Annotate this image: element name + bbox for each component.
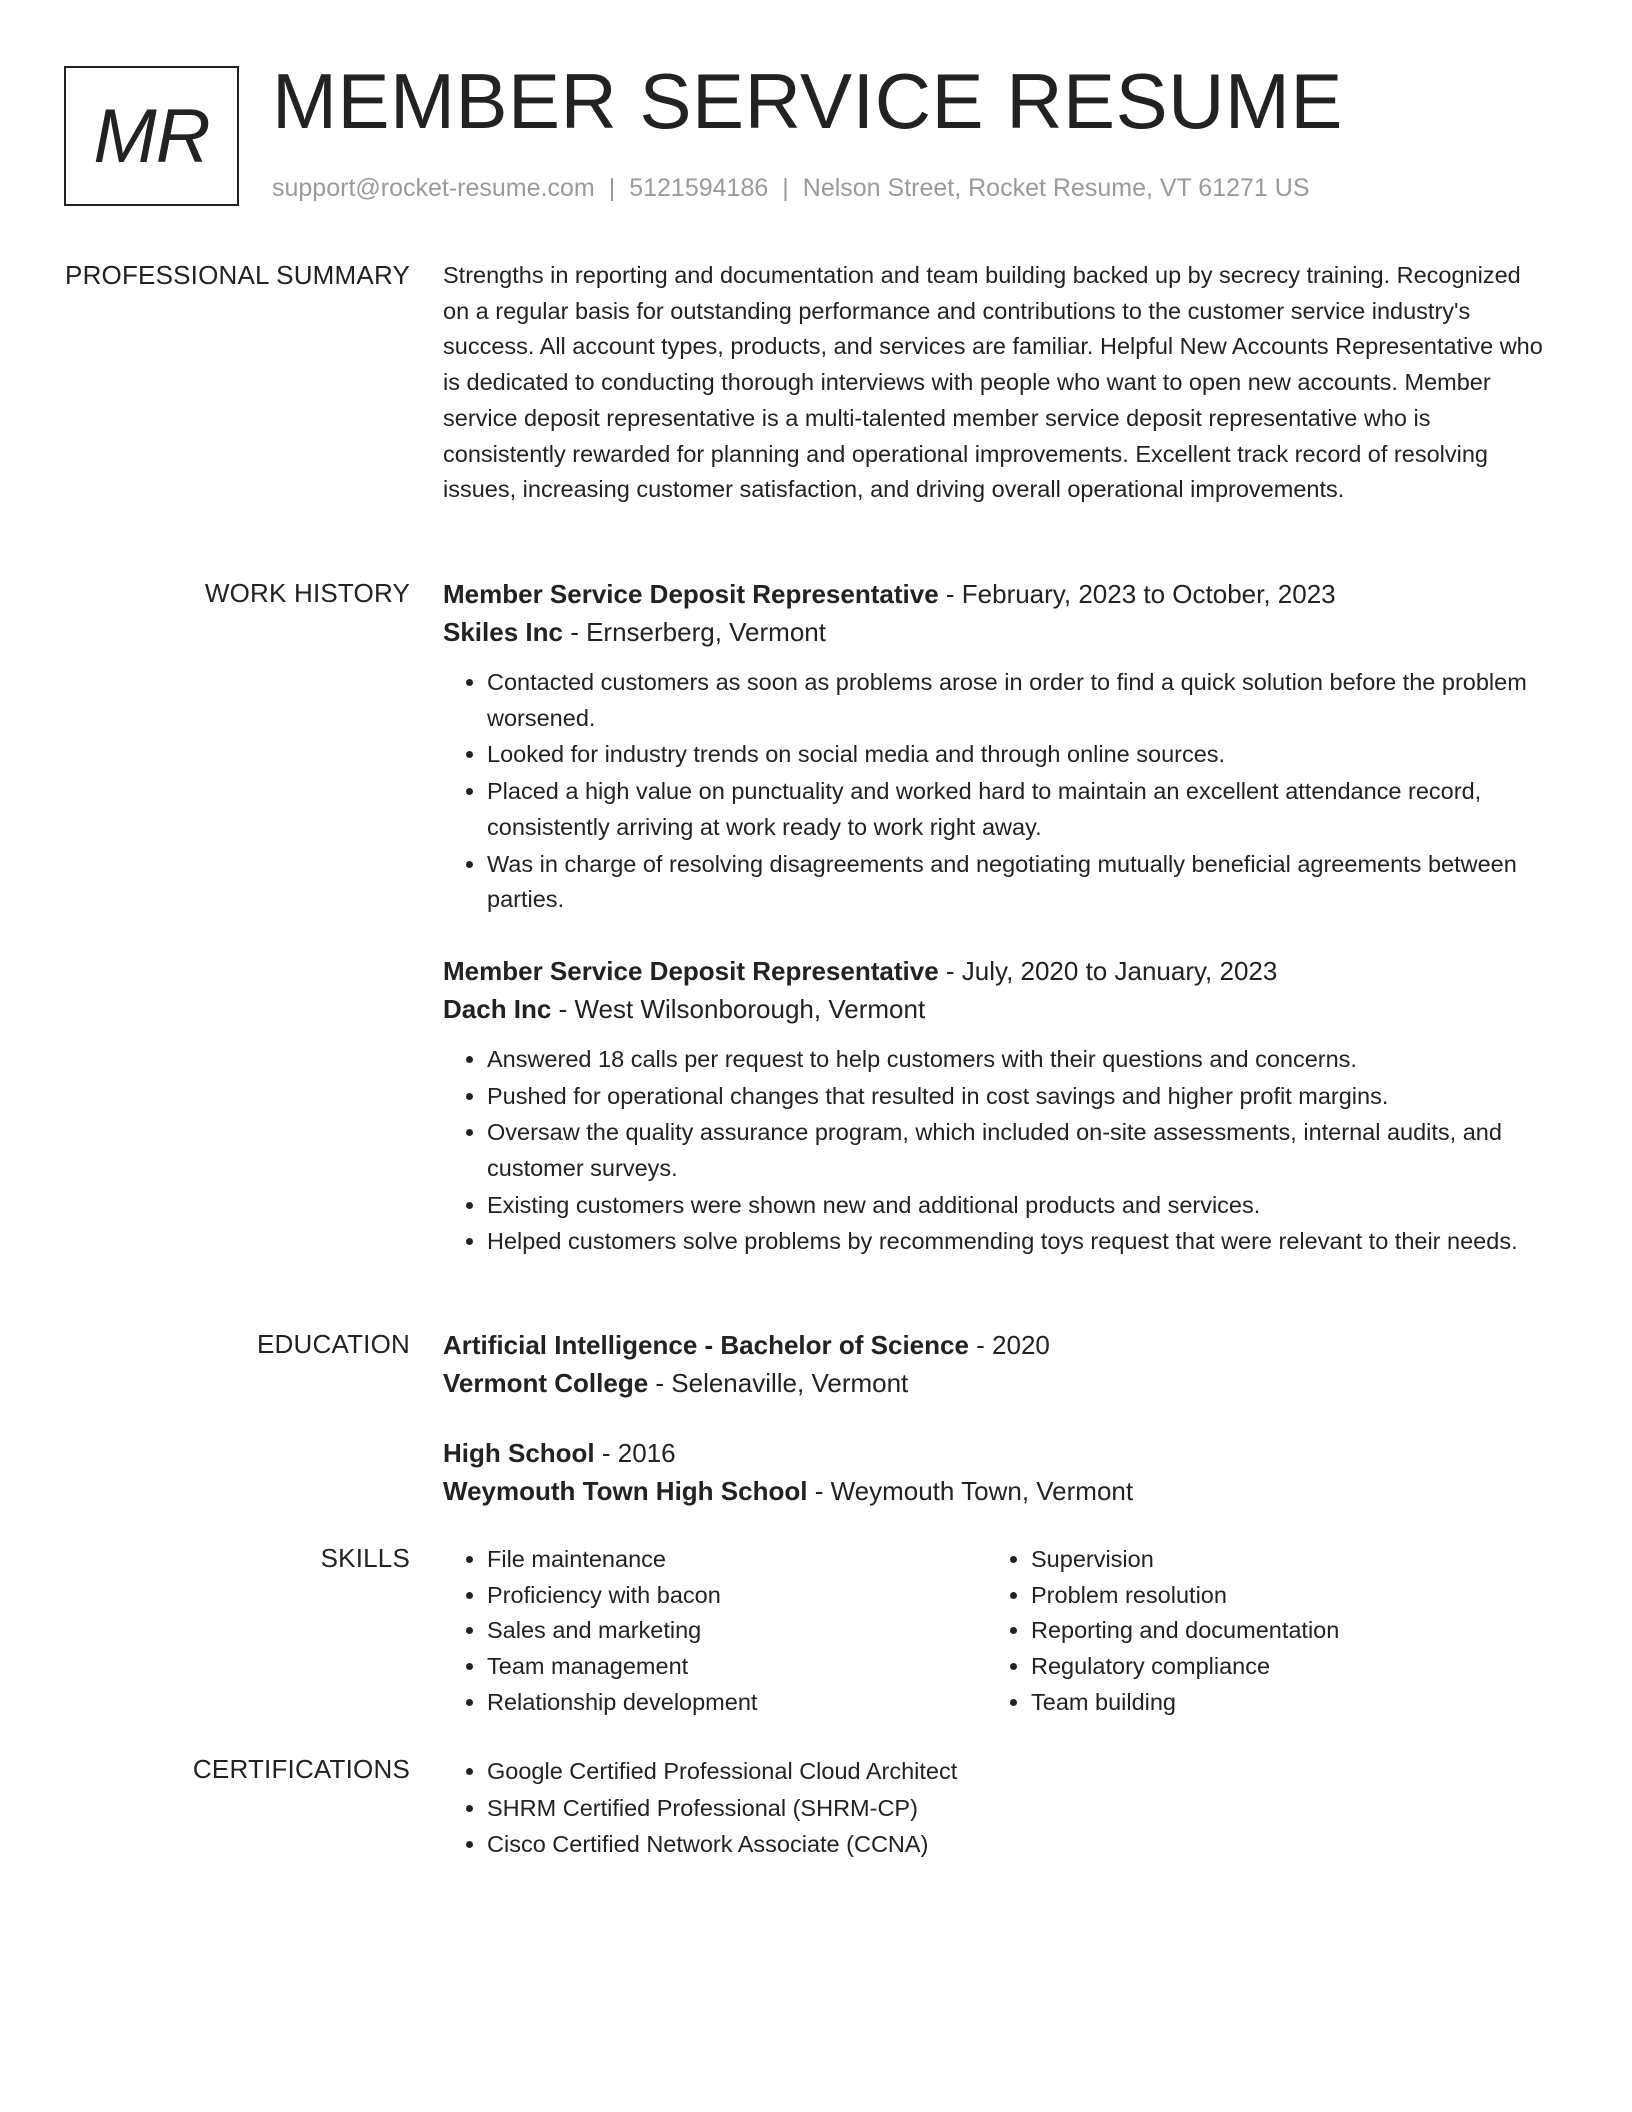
work-history-content xyxy=(443,575,1553,1260)
job-title: Member Service Deposit Representative xyxy=(443,955,939,986)
job-bullet: • Pushed for operational changes that resulted in cost savings and higher profit margins. xyxy=(487,1079,1553,1115)
initials: MR xyxy=(93,93,210,179)
contact-line xyxy=(272,174,1310,203)
separator: | xyxy=(608,174,616,202)
job-company: Dach Inc xyxy=(443,993,552,1024)
job-title: Member Service Deposit Representative xyxy=(443,579,939,609)
skill-item: • Team management xyxy=(487,1649,987,1685)
section-label-summary: PROFESSIONAL SUMMARY xyxy=(65,260,410,290)
certification-item: • Google Certified Professional Cloud Architect xyxy=(487,1753,1553,1790)
job-company-line xyxy=(443,613,1553,651)
job-company: Skiles Inc xyxy=(443,617,563,647)
section-label-education: EDUCATION xyxy=(257,1329,410,1359)
skill-item: • Problem resolution xyxy=(1031,1578,1339,1614)
section-label-certifications: CERTIFICATIONS xyxy=(192,1754,410,1784)
skill-item: • Reporting and documentation xyxy=(1031,1613,1339,1649)
education-school-line xyxy=(443,1364,1553,1402)
skill-item: • Relationship development xyxy=(487,1685,987,1721)
job-bullet: • Placed a high value on punctuality and worked hard to maintain an excellent attendance record, consistently arriving at work ready to work right away. xyxy=(487,774,1553,845)
job-location: - West Wilsonborough, Vermont xyxy=(551,993,926,1024)
skills-content xyxy=(443,1542,1553,1721)
skills-column-1 xyxy=(443,1542,987,1721)
skills-grid xyxy=(443,1542,1553,1721)
summary-content xyxy=(443,258,1553,508)
skill-item: • File maintenance xyxy=(487,1542,987,1578)
education-entry xyxy=(443,1434,1553,1510)
monogram-box xyxy=(64,66,239,206)
certifications-list xyxy=(443,1753,1553,1863)
skill-item: • Supervision xyxy=(1031,1542,1339,1578)
job-bullets xyxy=(443,1042,1553,1260)
job-bullet: • Looked for industry trends on social media and through online sources. xyxy=(487,737,1553,773)
education-location: - Weymouth Town, Vermont xyxy=(807,1476,1134,1506)
job-dates: - July, 2020 to January, 2023 xyxy=(938,955,1278,986)
contact-phone: 5121594186 xyxy=(629,174,769,202)
contact-email: support@rocket-resume.com xyxy=(272,174,595,202)
job-bullet: • Answered 18 calls per request to help customers with their questions and concerns. xyxy=(487,1042,1553,1078)
education-degree-line xyxy=(443,1326,1553,1364)
summary-text: Strengths in reporting and documentation and team building backed up by secrecy training. Recognized on a regular basis for outstanding performance and contributions to the customer service industry's success. All account types, products, and services are familiar. Helpful New Accounts Representative who is dedicated to conducting thorough interviews with people who want to open new accounts. Member service deposit representative is a multi-talented member service deposit representative who is consistently rewarded for planning and operational improvements. Excellent track record of resolving issues, increasing customer satisfaction, and driving overall operational improvements. xyxy=(443,262,1543,503)
job-bullet: • Was in charge of resolving disagreements and negotiating mutually beneficial agreements between parties. xyxy=(487,847,1553,918)
certification-item: • SHRM Certified Professional (SHRM-CP) xyxy=(487,1790,1553,1827)
skill-item: • Sales and marketing xyxy=(487,1613,987,1649)
education-degree: High School xyxy=(443,1438,595,1468)
skill-item: • Team building xyxy=(1031,1685,1339,1721)
certifications-content xyxy=(443,1753,1553,1863)
education-content xyxy=(443,1326,1553,1510)
page-title: MEMBER SERVICE RESUME xyxy=(272,57,1343,145)
job-bullet: • Existing customers were shown new and additional products and services. xyxy=(487,1188,1553,1224)
job-bullets xyxy=(443,665,1553,918)
job-bullet: • Oversaw the quality assurance program, which included on-site assessments, internal audits, and customer surveys. xyxy=(487,1115,1553,1186)
job-company-line xyxy=(443,990,1553,1028)
section-label-work-history: WORK HISTORY xyxy=(204,578,410,608)
education-school: Weymouth Town High School xyxy=(443,1476,808,1506)
education-entry xyxy=(443,1326,1553,1402)
job-title-line xyxy=(443,575,1553,613)
education-school-line xyxy=(443,1472,1553,1510)
education-location: - Selenaville, Vermont xyxy=(648,1368,909,1398)
job-entry xyxy=(443,952,1553,1260)
certification-item: • Cisco Certified Network Associate (CCNA) xyxy=(487,1826,1553,1863)
skill-item: • Proficiency with bacon xyxy=(487,1578,987,1614)
job-title-line xyxy=(443,952,1553,990)
job-bullet: • Helped customers solve problems by recommending toys request that were relevant to their needs. xyxy=(487,1224,1553,1260)
skills-column-2 xyxy=(987,1542,1339,1721)
education-year: - 2020 xyxy=(968,1330,1050,1360)
education-school: Vermont College xyxy=(443,1368,649,1398)
contact-address: Nelson Street, Rocket Resume, VT 61271 US xyxy=(802,174,1310,202)
job-bullet: • Contacted customers as soon as problems arose in order to find a quick solution before the problem worsened. xyxy=(487,665,1553,736)
section-label-skills: SKILLS xyxy=(320,1543,410,1573)
separator: | xyxy=(782,174,789,202)
education-year: - 2016 xyxy=(594,1438,676,1468)
skill-item: • Regulatory compliance xyxy=(1031,1649,1339,1685)
job-location: - Ernserberg, Vermont xyxy=(562,617,826,647)
education-degree-line xyxy=(443,1434,1553,1472)
job-entry xyxy=(443,575,1553,918)
job-dates: - February, 2023 to October, 2023 xyxy=(938,579,1336,609)
education-degree: Artificial Intelligence - Bachelor of Science xyxy=(443,1330,969,1360)
